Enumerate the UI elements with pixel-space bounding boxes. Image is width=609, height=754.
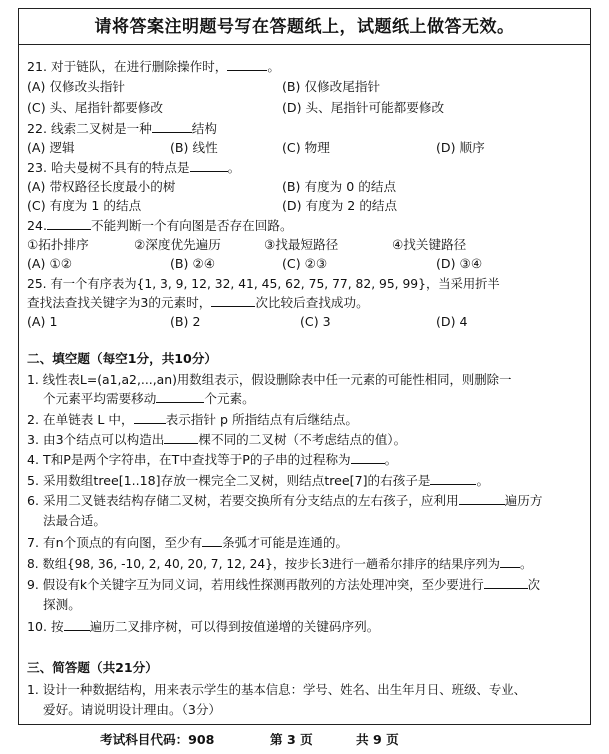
q22-option-d: (D) 顺序 bbox=[436, 140, 485, 155]
short-question-1: 1. 设计一种数据结构，用来表示学生的基本信息：学号、姓名、出生年月日、班级、专业、 bbox=[27, 682, 526, 697]
fill-question-6: 6. 采用二叉链表结构存储二叉树，若要交换所有分支结点的左右孩子，应利用 遍历方 bbox=[27, 493, 543, 508]
q23-option-c: (C) 有度为 1 的结点 bbox=[27, 198, 142, 213]
fill-question-4: 4. T和P是两个字符串，在T中查找等于P的子串的过程称为 。 bbox=[27, 452, 398, 467]
fill-question-9: 9. 假设有k个关键字互为同义词，若用线性探测再散列的方法处理冲突，至少要进行 次 bbox=[27, 577, 540, 592]
q24-option-c: (C) ②③ bbox=[282, 256, 328, 271]
q25-option-d: (D) 4 bbox=[436, 314, 468, 329]
q25-option-b: (B) 2 bbox=[170, 314, 201, 329]
q24-item-2: ②深度优先遍历 bbox=[134, 237, 221, 252]
q22-option-a: (A) 逻辑 bbox=[27, 140, 75, 155]
footer-total-pages: 共 9 页 bbox=[356, 732, 399, 747]
question-25: 25. 有一个有序表为{1, 3, 9, 12, 32, 41, 45, 62, 75, 77, 82, 95, 99}，当采用折半 bbox=[27, 277, 500, 291]
q25-option-c: (C) 3 bbox=[300, 314, 331, 329]
q24-item-1: ①拓扑排序 bbox=[27, 237, 89, 252]
q24-item-4: ④找关键路径 bbox=[392, 237, 467, 252]
short-question-1-cont: 爱好。请说明设计理由。（3分） bbox=[43, 702, 222, 717]
q21-option-c: (C) 头、尾指针都要修改 bbox=[27, 100, 163, 115]
question-23: 23. 哈夫曼树不具有的特点是 。 bbox=[27, 160, 241, 175]
fill-question-3: 3. 由3个结点可以构造出 棵不同的二叉树（不考虑结点的值）。 bbox=[27, 432, 407, 447]
section-fill-blank-title: 二、填空题（每空1分，共10分） bbox=[27, 351, 218, 366]
fill-question-10: 10. 按 遍历二叉排序树，可以得到按值递增的关键码序列。 bbox=[27, 619, 380, 634]
fill-question-2: 2. 在单链表 L 中， 表示指针 p 所指结点有后继结点。 bbox=[27, 412, 358, 427]
fill-question-1-cont: 个元素平均需要移动 个元素。 bbox=[43, 391, 255, 406]
header-divider bbox=[18, 44, 591, 45]
footer-subject-code: 考试科目代码：908 bbox=[100, 732, 215, 747]
footer-page-number: 第 3 页 bbox=[270, 732, 313, 747]
q24-option-b: (B) ②④ bbox=[170, 256, 216, 271]
q21-option-d: (D) 头、尾指针可能都要修改 bbox=[282, 100, 445, 115]
q22-option-c: (C) 物理 bbox=[282, 140, 330, 155]
q24-option-a: (A) ①② bbox=[27, 256, 73, 271]
fill-question-7: 7. 有n个顶点的有向图，至少有 条弧才可能是连通的。 bbox=[27, 535, 349, 550]
fill-question-1: 1. 线性表L=(a1,a2,...,an)用数组表示，假设删除表中任一元素的可能性相同，则删除一 bbox=[27, 372, 512, 387]
fill-question-6-cont: 法最合适。 bbox=[43, 513, 106, 528]
question-22: 22. 线索二叉树是一种 结构 bbox=[27, 121, 217, 136]
q25-option-a: (A) 1 bbox=[27, 314, 58, 329]
q23-option-a: (A) 带权路径长度最小的树 bbox=[27, 179, 176, 194]
page-header: 请将答案注明题号写在答题纸上，试题纸上做答无效。 bbox=[94, 17, 515, 37]
fill-question-5: 5. 采用数组tree[1..18]存放一棵完全二叉树，则结点tree[7]的右孩子是 。 bbox=[27, 473, 490, 488]
fill-question-9-cont: 探测。 bbox=[43, 597, 81, 612]
question-25-cont: 查找法查找关键字为3的元素时， 次比较后查找成功。 bbox=[27, 295, 369, 310]
q23-option-d: (D) 有度为 2 的结点 bbox=[282, 198, 398, 213]
q24-option-d: (D) ③④ bbox=[436, 256, 483, 271]
q23-option-b: (B) 有度为 0 的结点 bbox=[282, 179, 397, 194]
q22-option-b: (B) 线性 bbox=[170, 140, 218, 155]
fill-question-8: 8. 数组{98, 36, -10, 2, 40, 20, 7, 12, 24}，按步长3进行一趟希尔排序的结果序列为 。 bbox=[27, 557, 533, 571]
q24-item-3: ③找最短路径 bbox=[264, 237, 339, 252]
q21-option-b: (B) 仅修改尾指针 bbox=[282, 79, 381, 94]
question-21: 21. 对于链队，在进行删除操作时， 。 bbox=[27, 59, 280, 74]
section-short-answer-title: 三、简答题（共21分） bbox=[27, 660, 158, 675]
q21-option-a: (A) 仅修改头指针 bbox=[27, 79, 126, 94]
question-24: 24. 不能判断一个有向图是否存在回路。 bbox=[27, 218, 293, 233]
